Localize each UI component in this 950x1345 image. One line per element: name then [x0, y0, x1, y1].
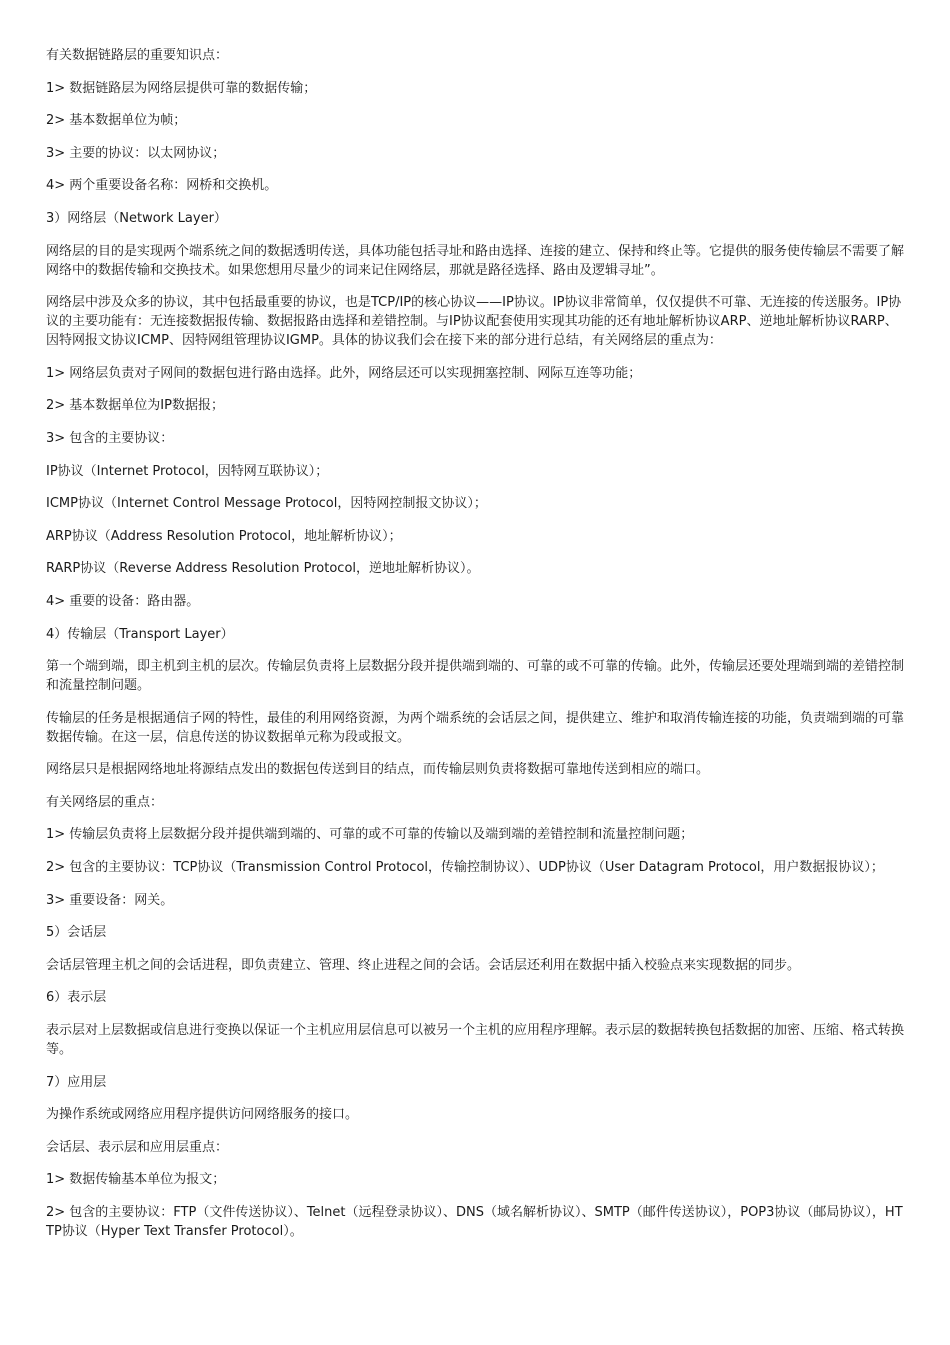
- paragraph-network-point-4: 4> 重要的设备：路由器。: [46, 593, 200, 609]
- heading-session-layer: 5）会话层: [46, 925, 107, 941]
- paragraph-protocol-ip: IP协议（Internet Protocol，因特网互联协议）；: [46, 463, 329, 479]
- paragraph-datalink-point-3: 3> 主要的协议：以太网协议；: [46, 145, 226, 161]
- paragraph-protocol-rarp: RARP协议（Reverse Address Resolution Protocol，逆地址解析协议）。: [46, 561, 480, 577]
- paragraph-transport-point-2: 2> 包含的主要协议：TCP协议（Transmission Control Protocol，传输控制协议）、UDP协议（User Datagram Protocol，用户数据报协议）；: [46, 860, 884, 876]
- paragraph-transport-point-3: 3> 重要设备：网关。: [46, 892, 174, 908]
- paragraph-datalink-point-4: 4> 两个重要设备名称：网桥和交换机。: [46, 178, 278, 194]
- heading-application-layer: 7）应用层: [46, 1074, 107, 1090]
- paragraph-datalink-point-1: 1> 数据链路层为网络层提供可靠的数据传输；: [46, 80, 317, 96]
- document-body: [46, 46, 910, 1255]
- heading-presentation-layer: 6）表示层: [46, 990, 107, 1006]
- paragraph-transport-key-points: 有关网络层的重点：: [46, 794, 164, 810]
- heading-transport-layer: 4）传输层（Transport Layer）: [46, 626, 234, 642]
- paragraph-transport-vs-network: 网络层只是根据网络地址将源结点发出的数据包传送到目的结点，而传输层则负责将数据可靠地传送到相应的端口。: [46, 762, 710, 778]
- paragraph-datalink-point-2: 2> 基本数据单位为帧；: [46, 113, 187, 129]
- paragraph-network-point-3: 3> 包含的主要协议：: [46, 430, 174, 446]
- paragraph-network-protocols: 网络层中涉及众多的协议，其中包括最重要的协议，也是TCP/IP的核心协议——IP协议。IP协议非常简单，仅仅提供不可靠、无连接的传送服务。IP协议的主要功能有：无连接数据报传输、数据报路由选择和差错控制。与IP协议配套使用实现其功能的还有地址解析协议ARP、逆地址解析协议RARP、因特网报文协议ICMP、因特网组管理协议IGMP。具体的协议我们会在接下来的部分进行总结，有关网络层的重点为：: [46, 295, 902, 349]
- paragraph-application-desc: 为操作系统或网络应用程序提供访问网络服务的接口。: [46, 1107, 359, 1123]
- paragraph-transport-point-1: 1> 传输层负责将上层数据分段并提供端到端的、可靠的或不可靠的传输以及端到端的差错控制和流量控制问题；: [46, 827, 694, 843]
- paragraph-transport-intro: 第一个端到端，即主机到主机的层次。传输层负责将上层数据分段并提供端到端的、可靠的或不可靠的传输。此外，传输层还要处理端到端的差错控制和流量控制问题。: [46, 659, 905, 694]
- paragraph-network-purpose: 网络层的目的是实现两个端系统之间的数据透明传送，具体功能包括寻址和路由选择、连接的建立、保持和终止等。它提供的服务使传输层不需要了解网络中的数据传输和交换技术。如果您想用尽量少的词来记住网络层，那就是路径选择、路由及逻辑寻址”。: [46, 243, 905, 278]
- paragraph-upper-layers-point-1: 1> 数据传输基本单位为报文；: [46, 1172, 226, 1188]
- heading-network-layer: 3）网络层（Network Layer）: [46, 210, 227, 226]
- paragraph-session-desc: 会话层管理主机之间的会话进程，即负责建立、管理、终止进程之间的会话。会话层还利用在数据中插入校验点来实现数据的同步。: [46, 957, 801, 973]
- paragraph-network-point-1: 1> 网络层负责对子网间的数据包进行路由选择。此外，网络层还可以实现拥塞控制、网际互连等功能；: [46, 365, 642, 381]
- paragraph-protocol-arp: ARP协议（Address Resolution Protocol，地址解析协议）；: [46, 528, 402, 544]
- paragraph-protocol-icmp: ICMP协议（Internet Control Message Protocol，因特网控制报文协议）；: [46, 496, 487, 512]
- paragraph-upper-layers-key-points: 会话层、表示层和应用层重点：: [46, 1139, 229, 1155]
- paragraph-transport-task: 传输层的任务是根据通信子网的特性，最佳的利用网络资源，为两个端系统的会话层之间，提供建立、维护和取消传输连接的功能，负责端到端的可靠数据传输。在这一层，信息传送的协议数据单元称为段或报文。: [46, 710, 905, 745]
- paragraph-network-point-2: 2> 基本数据单位为IP数据报；: [46, 398, 224, 414]
- paragraph-datalink-intro: 有关数据链路层的重要知识点：: [46, 48, 229, 63]
- paragraph-presentation-desc: 表示层对上层数据或信息进行变换以保证一个主机应用层信息可以被另一个主机的应用程序理解。表示层的数据转换包括数据的加密、压缩、格式转换等。: [46, 1023, 905, 1058]
- paragraph-upper-layers-point-2: 2> 包含的主要协议：FTP（文件传送协议）、Telnet（远程登录协议）、DNS（域名解析协议）、SMTP（邮件传送协议），POP3协议（邮局协议），HTTP协议（Hyper Text Transfer Protocol）。: [46, 1205, 903, 1239]
